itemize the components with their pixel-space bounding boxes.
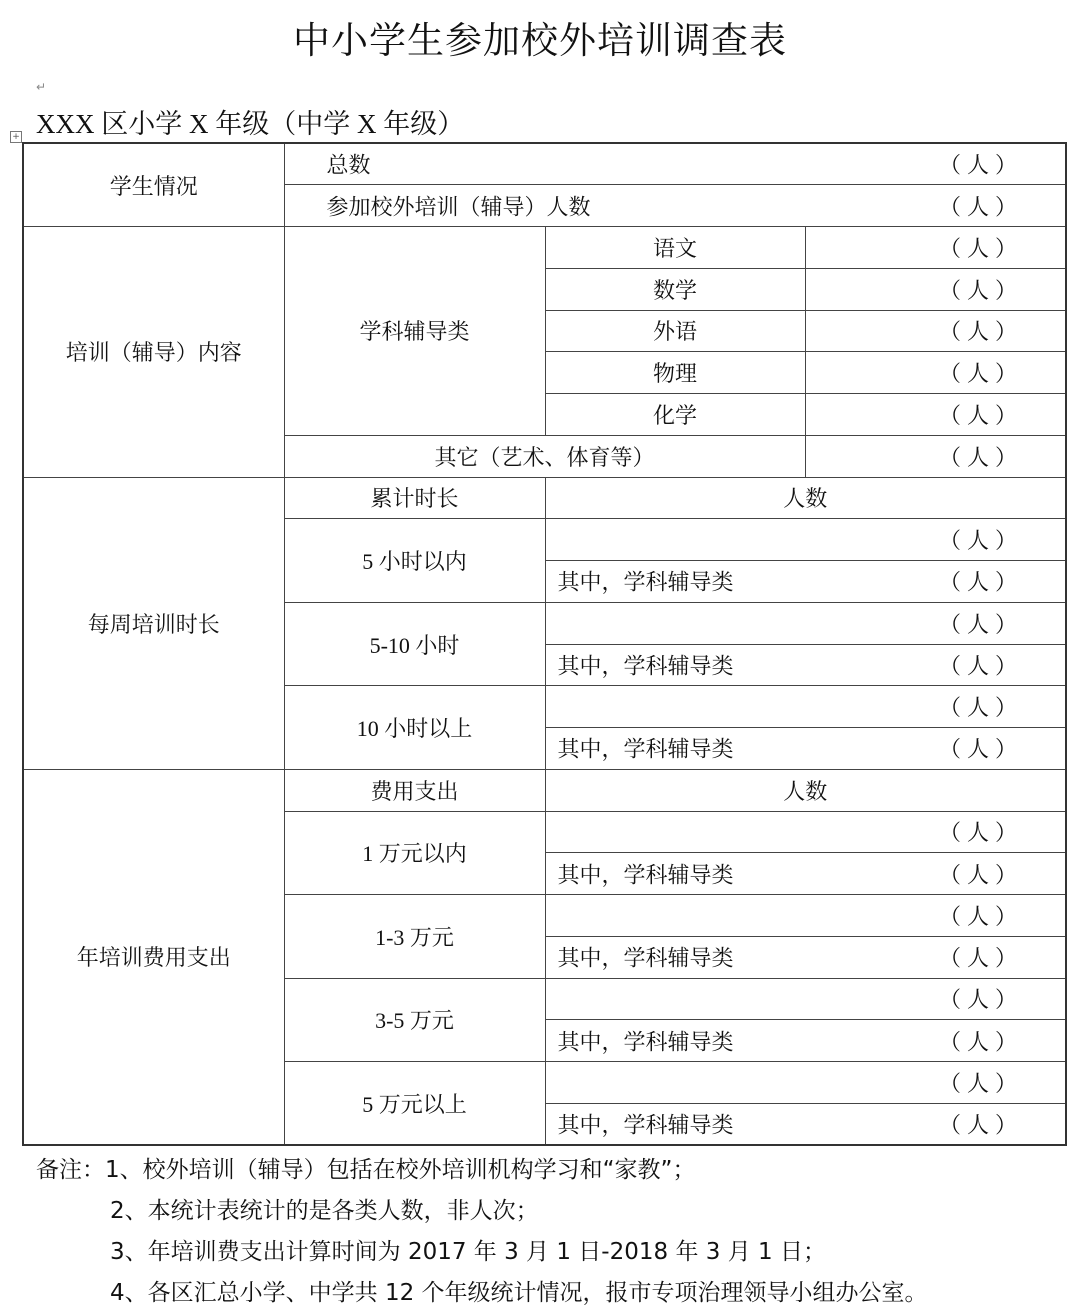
table-row bbox=[23, 477, 1066, 519]
paragraph-mark: ↵ bbox=[36, 80, 47, 94]
sub-label: 其中，学科辅导类 bbox=[557, 946, 734, 972]
subject-count-cell[interactable]: （人） bbox=[805, 227, 1066, 269]
weekly-col-header: 累计时长 bbox=[284, 477, 545, 519]
annual-range-label: 1 万元以内 bbox=[284, 811, 545, 895]
subject-label: 语文 bbox=[545, 227, 805, 269]
annual-range-label: 3-5 万元 bbox=[284, 978, 545, 1062]
other-count-cell[interactable]: （人） bbox=[805, 435, 1066, 477]
district-grade-line: XXX 区小学 X 年级（中学 X 年级） bbox=[36, 109, 465, 139]
weekly-count-cell[interactable]: （人） bbox=[545, 519, 1066, 561]
unit-label: （人） bbox=[938, 654, 1023, 680]
note-line: 备注：1、校外培训（辅导）包括在校外培训机构学习和“家教”； bbox=[36, 1157, 696, 1183]
weekly-range-label: 10 小时以上 bbox=[284, 686, 545, 770]
unit-label: （人） bbox=[938, 1030, 1023, 1056]
subject-category-label: 学科辅导类 bbox=[284, 227, 545, 436]
weekly-range-label: 5 小时以内 bbox=[284, 519, 545, 603]
sub-label: 其中，学科辅导类 bbox=[557, 1030, 734, 1056]
other-label: 其它（艺术、体育等） bbox=[284, 435, 805, 477]
annual-count-cell[interactable]: （人） bbox=[545, 895, 1066, 937]
weekly-count-cell[interactable]: （人） bbox=[545, 602, 1066, 644]
unit-label: （人） bbox=[938, 946, 1023, 972]
notes bbox=[36, 1150, 928, 1314]
subject-count-cell[interactable]: （人） bbox=[805, 268, 1066, 310]
subject-label: 数学 bbox=[545, 268, 805, 310]
annual-label: 年培训费用支出 bbox=[23, 769, 284, 1145]
note-line: 4、各区汇总小学、中学共 12 个年级统计情况，报市专项治理领导小组办公室。 bbox=[110, 1280, 928, 1306]
annual-sub-cell[interactable] bbox=[545, 1103, 1066, 1145]
weekly-range-label: 5-10 小时 bbox=[284, 602, 545, 686]
total-cell[interactable] bbox=[284, 143, 1066, 185]
table-row bbox=[23, 227, 1066, 269]
annual-sub-cell[interactable] bbox=[545, 853, 1066, 895]
unit-label: （人） bbox=[938, 570, 1023, 596]
subject-count-cell[interactable]: （人） bbox=[805, 352, 1066, 394]
weekly-count-cell[interactable]: （人） bbox=[545, 686, 1066, 728]
annual-sub-cell[interactable] bbox=[545, 936, 1066, 978]
annual-range-label: 5 万元以上 bbox=[284, 1062, 545, 1146]
annual-count-cell[interactable]: （人） bbox=[545, 811, 1066, 853]
annual-range-label: 1-3 万元 bbox=[284, 895, 545, 979]
subject-count-cell[interactable]: （人） bbox=[805, 310, 1066, 352]
participants-cell[interactable] bbox=[284, 185, 1066, 227]
sub-label: 其中，学科辅导类 bbox=[557, 863, 734, 889]
unit-label: （人） bbox=[938, 153, 1023, 179]
unit-label: （人） bbox=[938, 737, 1023, 763]
sub-label: 其中，学科辅导类 bbox=[557, 654, 734, 680]
weekly-sub-cell[interactable] bbox=[545, 644, 1066, 686]
sub-label: 其中，学科辅导类 bbox=[557, 1113, 734, 1139]
note-line: 3、年培训费支出计算时间为 2017 年 3 月 1 日-2018 年 3 月 1 日； bbox=[110, 1239, 826, 1265]
annual-sub-cell[interactable] bbox=[545, 1020, 1066, 1062]
table-row bbox=[23, 143, 1066, 185]
annual-count-cell[interactable]: （人） bbox=[545, 1062, 1066, 1104]
subject-label: 物理 bbox=[545, 352, 805, 394]
unit-label: （人） bbox=[938, 195, 1023, 221]
participants-label: 参加校外培训（辅导）人数 bbox=[326, 195, 591, 221]
weekly-count-header: 人数 bbox=[545, 477, 1066, 519]
subject-count-cell[interactable]: （人） bbox=[805, 394, 1066, 436]
subject-label: 外语 bbox=[545, 310, 805, 352]
sub-label: 其中，学科辅导类 bbox=[557, 570, 734, 596]
weekly-sub-cell[interactable] bbox=[545, 728, 1066, 770]
weekly-label: 每周培训时长 bbox=[23, 477, 284, 769]
annual-count-cell[interactable]: （人） bbox=[545, 978, 1066, 1020]
table-row bbox=[23, 769, 1066, 811]
total-label: 总数 bbox=[326, 153, 371, 179]
annual-count-header: 人数 bbox=[545, 769, 1066, 811]
note-line: 2、本统计表统计的是各类人数，非人次； bbox=[110, 1198, 539, 1224]
weekly-sub-cell[interactable] bbox=[545, 561, 1066, 603]
subject-label: 化学 bbox=[545, 394, 805, 436]
annual-col-header: 费用支出 bbox=[284, 769, 545, 811]
table-move-handle[interactable]: + bbox=[10, 131, 22, 143]
unit-label: （人） bbox=[938, 1113, 1023, 1139]
unit-label: （人） bbox=[938, 863, 1023, 889]
sub-label: 其中，学科辅导类 bbox=[557, 737, 734, 763]
survey-table bbox=[22, 142, 1067, 1146]
content-label: 培训（辅导）内容 bbox=[23, 227, 284, 478]
student-info-label: 学生情况 bbox=[23, 143, 284, 227]
page-title: 中小学生参加校外培训调查表 bbox=[293, 19, 787, 62]
